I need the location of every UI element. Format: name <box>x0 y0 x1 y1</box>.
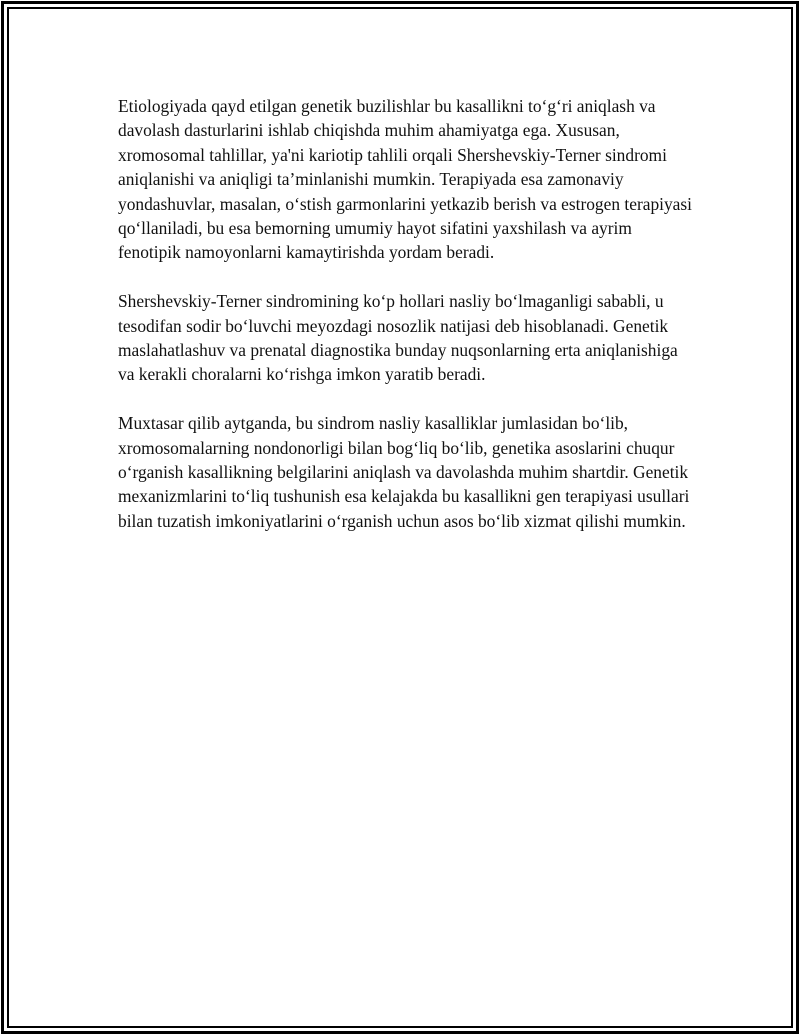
paragraph-etiology: Etiologiyada qayd etilgan genetik buzilishlar bu kasallikni to‘g‘ri aniqlash va davolash dasturlarini ishlab chiqishda muhim ahamiyatga ega. Xususan, xromosomal tahlillar, ya'ni kariotip tahlili orqali Shershevskiy-Terner sindromi aniqlanishi va aniqligi ta’minlanishi mumkin. Terapiyada esa zamonaviy yondashuvlar, masalan, o‘stish garmonlarini yetkazib berish va estrogen terapiyasi qo‘llaniladi, bu esa bemorning umumiy hayot sifatini yaxshilash va ayrim fenotipik namoyonlarni kamaytirishda yordam beradi. <box>118 96 692 263</box>
document-body <box>118 94 698 558</box>
paragraph-inheritance: Shershevskiy-Terner sindromining ko‘p hollari nasliy bo‘lmaganligi sababli, u tesodifan sodir bo‘luvchi meyozdagi nosozlik natijasi deb hisoblanadi. Genetik maslahatlashuv va prenatal diagnostika bunday nuqsonlarning erta aniqlanishiga va kerakli choralarni ko‘rishga imkon yaratib beradi. <box>118 291 678 385</box>
paragraph-conclusion: Muxtasar qilib aytganda, bu sindrom nasliy kasalliklar jumlasidan bo‘lib, xromosomalarning nondonorligi bilan bog‘liq bo‘lib, genetika asoslarini chuqur o‘rganish kasallikning belgilarini aniqlash va davolashda muhim shartdir. Genetik mexanizmlarini to‘liq tushunish esa kelajakda bu kasallikni gen terapiyasi usullari bilan tuzatish imkoniyatlarini o‘rganish uchun asos bo‘lib xizmat qilishi mumkin. <box>118 413 690 531</box>
